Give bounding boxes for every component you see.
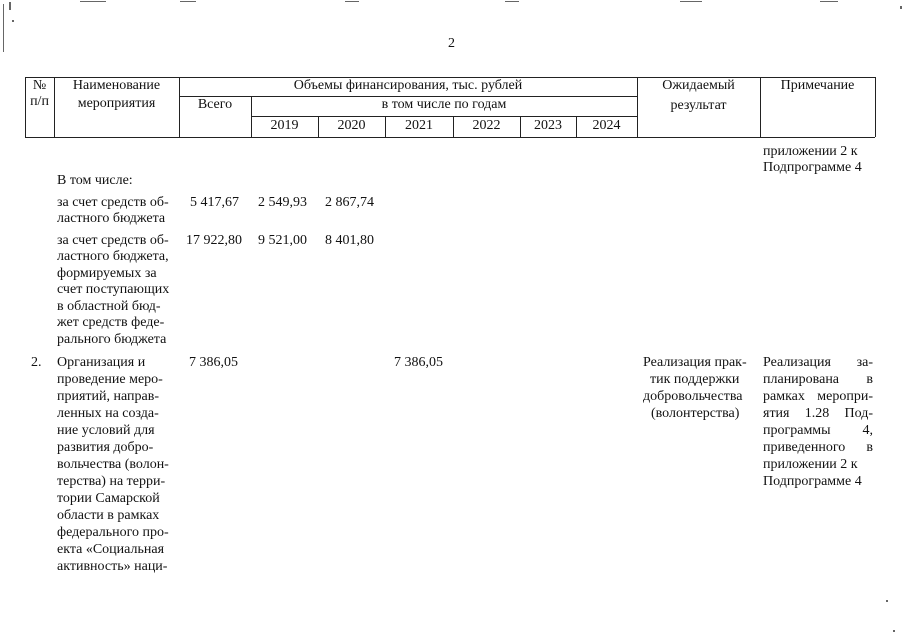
item-2021: 7 386,05	[394, 355, 443, 370]
scan-top-dash	[820, 1, 838, 2]
col-border	[875, 77, 876, 137]
scan-speck	[886, 600, 888, 602]
item-note-line: программы 4,	[763, 423, 873, 438]
header-line-3	[251, 116, 637, 117]
item-note-line: рамках меропри-	[763, 389, 873, 404]
page-number: 2	[448, 36, 455, 51]
header-result: Ожидаемый	[662, 78, 735, 93]
row-name-line: в областной бюд-	[57, 299, 161, 314]
row-2019: 9 521,00	[258, 233, 307, 248]
row-2020: 8 401,80	[325, 233, 374, 248]
header-num: №	[32, 78, 47, 93]
row-2020: 2 867,74	[325, 195, 374, 210]
item-note-line: приведенного в	[763, 440, 873, 455]
top-note-line: приложении 2 к	[763, 144, 858, 159]
item-note-line: Подпрограмме 4	[763, 474, 862, 489]
header-bottom-border	[25, 137, 875, 138]
item-name-line: тории Самарской	[57, 491, 160, 506]
row-total: 17 922,80	[186, 233, 242, 248]
item-name-line: ленных на созда-	[57, 406, 159, 421]
row-name-line: рального бюджета	[57, 332, 167, 347]
scan-top-dash	[505, 1, 519, 2]
item-note-line: ятия 1.28 Под-	[763, 406, 873, 421]
item-result-line: (волонтерства)	[651, 406, 740, 421]
header-name: Наименование	[72, 78, 161, 93]
item-number: 2.	[31, 355, 42, 370]
header-name-2: мероприятия	[77, 96, 156, 111]
header-total: Всего	[197, 97, 233, 112]
item-result-line: добровольчества	[643, 389, 743, 404]
scan-edge-mark	[9, 2, 11, 10]
scan-speck	[893, 630, 895, 632]
header-year-2021: 2021	[405, 118, 433, 133]
item-name-line: области в рамках	[57, 508, 160, 523]
item-note-line: планирована в	[763, 372, 873, 387]
header-year-2023: 2023	[534, 118, 562, 133]
row-total: 5 417,67	[190, 195, 239, 210]
header-funding: Объемы финансирования, тыс. рублей	[293, 78, 523, 93]
row-name-line: ластного бюджета	[57, 211, 166, 226]
item-result-line: Реализация прак-	[643, 355, 747, 370]
item-name-line: вольчества (волон-	[57, 457, 169, 472]
top-note-line: Подпрограмме 4	[763, 160, 862, 175]
item-name-line: терства) на терри-	[57, 474, 166, 489]
header-note: Примечание	[780, 78, 855, 93]
in-that-label: В том числе:	[57, 173, 133, 188]
row-name-line: ластного бюджета,	[57, 249, 169, 264]
item-total: 7 386,05	[189, 355, 238, 370]
item-name-line: ние условий для	[57, 423, 155, 438]
scan-edge-mark	[12, 20, 14, 22]
item-note-line: приложении 2 к	[763, 457, 858, 472]
item-name-line: активность» наци-	[57, 559, 168, 574]
scan-top-dash	[680, 1, 702, 2]
header-by-years: в том числе по годам	[381, 97, 507, 112]
scan-top-dash	[180, 1, 196, 2]
item-result-line: тик поддержки	[650, 372, 740, 387]
header-year-2024: 2024	[592, 118, 621, 133]
header-year-2022: 2022	[472, 118, 501, 133]
item-name-line: проведение меро-	[57, 372, 163, 387]
scan-edge-mark	[3, 4, 4, 52]
item-name-line: екта «Социальная	[57, 542, 165, 557]
header-year-2020: 2020	[337, 118, 366, 133]
row-name-line: счет поступающих	[57, 282, 170, 297]
header-year-2019: 2019	[270, 118, 299, 133]
row-name-line: формируемых за	[57, 266, 157, 281]
header-num-2: п/п	[30, 94, 49, 109]
scan-top-dash	[345, 1, 359, 2]
row-name-line: за счет средств об-	[57, 233, 169, 248]
item-name-line: развития добро-	[57, 440, 154, 455]
item-name-line: федерального про-	[57, 525, 169, 540]
scan-top-dash	[80, 1, 106, 2]
item-name-line: Организация и	[57, 355, 146, 370]
row-name-line: жет средств феде-	[57, 315, 165, 330]
item-name-line: приятий, направ-	[57, 389, 160, 404]
row-2019: 2 549,93	[258, 195, 307, 210]
header-result-2: результат	[670, 98, 727, 113]
row-name-line: за счет средств об-	[57, 195, 169, 210]
scan-edge-mark	[900, 6, 902, 9]
item-note-line: Реализация за-	[763, 355, 873, 370]
